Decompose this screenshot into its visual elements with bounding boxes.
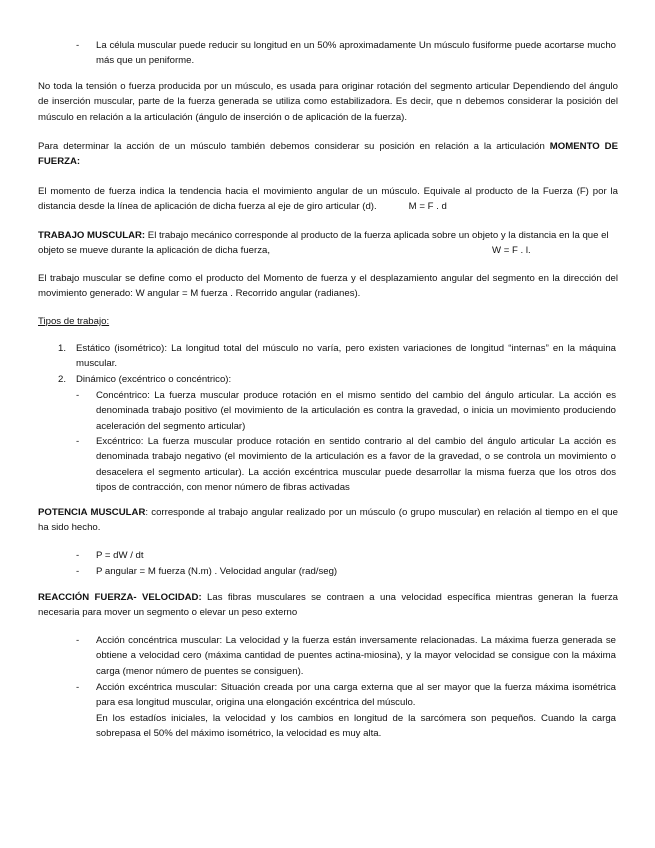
momento-heading: MOMENTO DE FUERZA: xyxy=(38,141,618,168)
tipos-item-1-marker: 1. xyxy=(58,343,67,354)
intro-bullet-text: La célula muscular puede reducir su longitud en un 50% aproximadamente Un músculo fusiforme puede acortarse mucho más que un peniforme. xyxy=(96,40,616,67)
trabajo-text: El trabajo mecánico corresponde al producto de la fuerza aplicada sobre un objeto y la distancia en la que el objeto se mueve durante la aplicación de dicha fuerza, xyxy=(38,230,609,257)
momento-formula: M = F . d xyxy=(408,201,447,213)
trabajo-formula: W = F . l. xyxy=(492,245,531,256)
paragraph-momento-definition xyxy=(38,184,618,215)
reaccion-bullet-2-dash: - xyxy=(76,682,80,693)
potencia-bullet-2: P angular = M fuerza (N.m) . Velocidad angular (rad/seg) xyxy=(96,566,338,577)
reaccion-bullet-1-dash: - xyxy=(76,635,80,646)
sub-bullet-1-dash: - xyxy=(76,390,80,401)
reaccion-heading: REACCIÓN FUERZA- VELOCIDAD: xyxy=(38,592,202,603)
potencia-heading: POTENCIA MUSCULAR xyxy=(38,507,146,518)
potencia-text: : corresponde al trabajo angular realizado por un músculo (o grupo muscular) en relación al tiempo en el que ha sido hecho. xyxy=(38,507,618,534)
momento-lead-text: Para determinar la acción de un músculo también debemos considerar su posición en relación a la articulación xyxy=(38,141,550,152)
paragraph-potencia xyxy=(38,505,618,536)
reaccion-bullet-concentrica: Acción concéntrica muscular: La velocidad y la fuerza están inversamente relacionadas. La máxima fuerza generada se obtiene a velocidad cero (máxima cantidad de puentes actina-miosina), y la mayor velocidad se consigue con la máxima carga (menor número de puentes se consiguen). xyxy=(96,635,616,677)
reaccion-text: Las fibras musculares se contraen a una velocidad específica mientras generan la fuerza necesaria para mover un segmento o elevar un peso externo xyxy=(38,592,619,619)
sub-bullet-2-dash: - xyxy=(76,436,80,447)
paragraph-reaccion xyxy=(38,590,618,621)
sub-bullet-excentrico: Excéntrico: La fuerza muscular produce rotación en sentido contrario al del cambio del ángulo articular La acción es denominada trabajo negativo (el movimiento de la articulación es a favor de la gravedad, o se controla un movimiento o desacelera el segmento articular). La acción excéntrica muscular puede desarrollar la misma fuerza que los otros dos tipos de contracción, con menor número de fibras activadas xyxy=(96,436,616,494)
potencia-bullet-2-dash: - xyxy=(76,566,80,577)
sub-bullet-concentrico: Concéntrico: La fuerza muscular produce rotación en el mismo sentido del cambio del ángulo articular. La acción es denominada trabajo positivo (el movimiento de la articulación es contra la gravedad, o inicia un movimiento produciendo aceleración del segmento articular) xyxy=(96,390,616,432)
tipos-item-1-text: Estático (isométrico): La longitud total del músculo no varía, pero existen variaciones de longitud “internas” en la máquina muscular. xyxy=(76,343,616,370)
reaccion-bullet-excentrica: Acción excéntrica muscular: Situación creada por una carga externa que al ser mayor que la fuerza máxima isométrica para esa longitud muscular, origina una elongación excéntrica del músculo. xyxy=(96,682,616,709)
tipos-item-2-text: Dinámico (excéntrico o concéntrico): xyxy=(76,374,232,385)
dash-marker: - xyxy=(76,40,80,51)
paragraph-tension: No toda la tensión o fuerza producida por un músculo, es usada para originar rotación del segmento articular Dependiendo del ángulo de inserción muscular, parte de la fuerza generada se utiliza como estabilizadora. Es decir, que n debemos considerar la posición del músculo en relación a la articulación (ángulo de inserción o de aplicación de la fuerza). xyxy=(38,81,618,123)
trabajo-heading: TRABAJO MUSCULAR: xyxy=(38,230,146,241)
paragraph-trabajo xyxy=(38,228,618,259)
paragraph-momento-lead xyxy=(38,139,618,170)
reaccion-continuation: En los estadíos iniciales, la velocidad y los cambios en longitud de la sarcómera son pequeños. Cuando la carga sobrepasa el 50% del máximo isométrico, la velocidad es muy alta. xyxy=(96,713,616,740)
potencia-bullet-1: P = dW / dt xyxy=(96,550,144,561)
momento-definition-text: El momento de fuerza indica la tendencia hacia el movimiento angular de un músculo. Equivale al producto de la Fuerza (F) por la distancia desde la línea de aplicación de dicha fuerza al eje de giro articular (d). xyxy=(38,186,618,213)
paragraph-trabajo-definition: El trabajo muscular se define como el producto del Momento de fuerza y el desplazamiento angular del segmento en la dirección del movimiento generado: W angular = M fuerza . Recorrido angular (radianes). xyxy=(38,273,618,300)
intro-bullet-dash xyxy=(76,38,79,53)
tipos-item-2-marker: 2. xyxy=(58,374,67,385)
tipos-heading: Tipos de trabajo: xyxy=(38,316,110,327)
potencia-bullet-1-dash: - xyxy=(76,550,80,561)
